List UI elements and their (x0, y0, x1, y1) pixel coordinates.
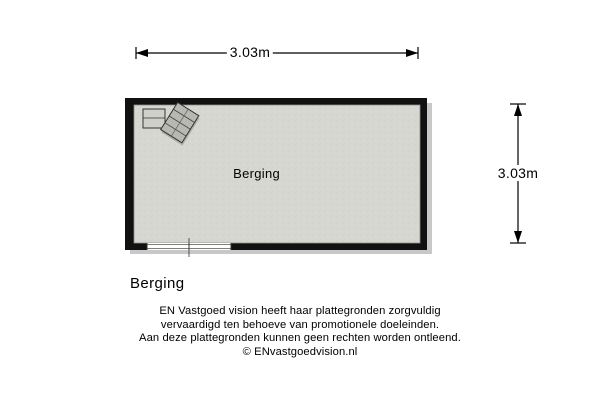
width-arrow-left-icon (136, 49, 148, 57)
hatch-frame (143, 109, 165, 128)
width-dimension-label: 3.03m (227, 44, 273, 60)
height-dimension-label: 3.03m (497, 165, 539, 181)
room-name-label: Berging (233, 166, 281, 181)
height-arrow-top-icon (514, 104, 522, 116)
plan-caption: Berging (130, 275, 185, 292)
width-dimension (136, 47, 418, 59)
disclaimer-text (0, 305, 600, 359)
disclaimer-line: Aan deze plattegronden kunnen geen rechten worden ontleend. (139, 332, 461, 345)
copyright-line: © ENvastgoedvision.nl (242, 345, 358, 358)
height-arrow-bottom-icon (514, 231, 522, 243)
width-arrow-right-icon (406, 49, 418, 57)
disclaimer-line: vervaardigd ten behoeve van promotionele doeleinden. (160, 318, 440, 331)
disclaimer-line: EN Vastgoed vision heeft haar plattegronden zorgvuldig (159, 305, 441, 317)
